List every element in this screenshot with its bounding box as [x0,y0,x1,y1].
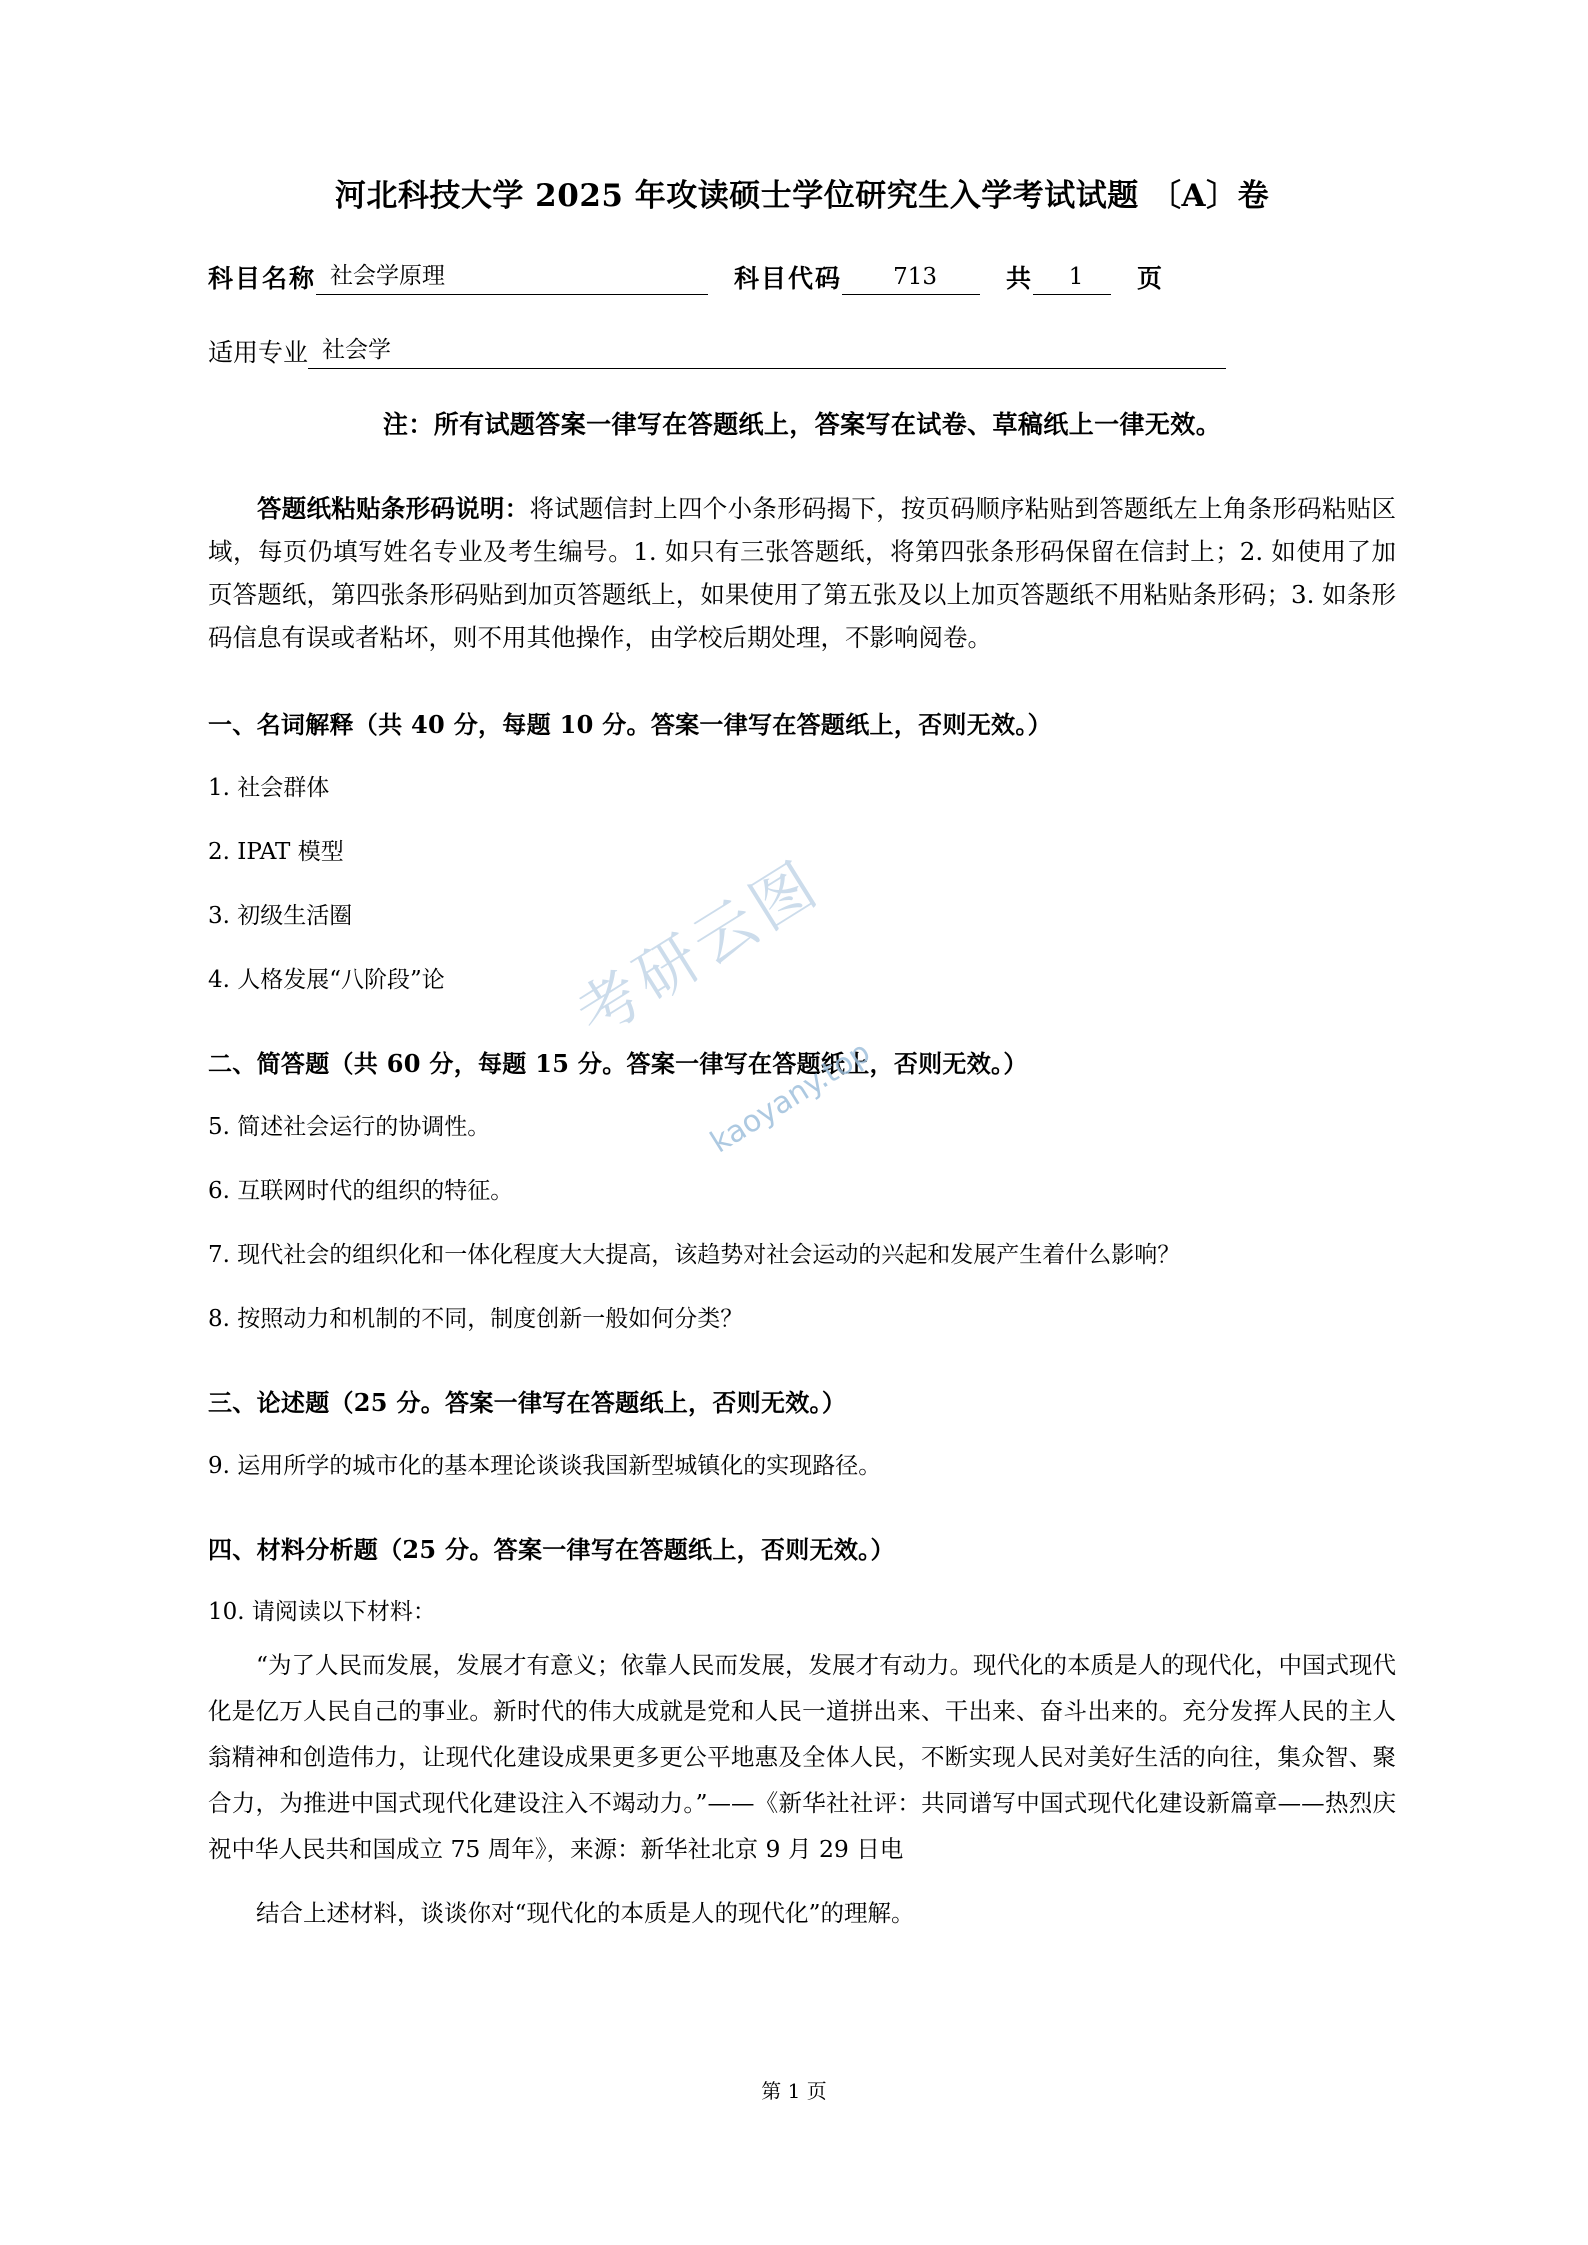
barcode-instructions-body: 将试题信封上四个小条形码揭下，按页码顺序粘贴到答题纸左上角条形码粘贴区域，每页仍填写姓名专业及考生编号。1. 如只有三张答题纸，将第四张条形码保留在信封上；2. 如使用了加页答题纸，第四张条形码贴到加页答题纸上，如果使用了第五张及以上加页答题纸不用粘贴条形码；3. 如条形码信息有误或者粘坏，则不用其他操作，由学校后期处理，不影响阅卷。 [208,494,1397,652]
question-item: 9. 运用所学的城市化的基本理论谈谈我国新型城镇化的实现路径。 [208,1453,882,1479]
barcode-instructions-title: 答题纸粘贴条形码说明： [257,494,530,523]
section-heading-1: 一、名词解释（共 40 分，每题 10 分。答案一律写在答题纸上，否则无效。） [208,710,1052,739]
total-pages-value: 1 [1033,264,1111,295]
question-item: 7. 现代社会的组织化和一体化程度大大提高，该趋势对社会运动的兴起和发展产生着什么影响？ [208,1242,1181,1268]
section-heading-2: 二、简答题（共 60 分，每题 15 分。答案一律写在答题纸上，否则无效。） [208,1049,1028,1078]
code-value: 713 [842,264,980,295]
code-label: 科目代码 [734,264,843,293]
major-value: 社会学 [308,331,1226,369]
question-item: 4. 人格发展“八阶段”论 [208,967,445,993]
section-heading-3: 三、论述题（25 分。答案一律写在答题纸上，否则无效。） [208,1388,847,1417]
question-item: 2. IPAT 模型 [208,839,344,865]
question-item: 10. 请阅读以下材料： [208,1599,436,1625]
question-item: 8. 按照动力和机制的不同，制度创新一般如何分类？ [208,1306,744,1332]
major-label: 适用专业 [208,338,309,367]
page-footer: 第 1 页 [761,2079,827,2103]
section-heading-4: 四、材料分析题（25 分。答案一律写在答题纸上，否则无效。） [208,1535,895,1564]
question-item: 3. 初级生活圈 [208,903,353,929]
page-content [208,0,1396,2245]
meta-row-subject [208,257,1396,295]
page-title: 河北科技大学 2025 年攻读硕士学位研究生入学考试试题 〔A〕卷 [334,178,1270,214]
question-item: 6. 互联网时代的组织的特征。 [208,1178,514,1204]
question-item: 1. 社会群体 [208,775,330,801]
material-text: “为了人民而发展，发展才有意义；依靠人民而发展，发展才有动力。现代化的本质是人的现代化，中国式现代化是亿万人民自己的事业。新时代的伟大成就是党和人民一道拼出来、干出来、奋斗出来的。充分发挥人民的主人翁精神和创造伟力，让现代化建设成果更多更公平地惠及全体人民，不断实现人民对美好生活的向往，集众智、聚合力，为推进中国式现代化建设注入不竭动力。”——《新华社社评：共同谱写中国式现代化建设新篇章——热烈庆祝中华人民共和国成立 75 周年》，来源：新华社北京 9 月 29 日电 [208,1651,1397,1863]
watermark-primary: 考研云图 [563,845,834,1052]
watermark-secondary: kaoyany.top [704,1034,877,1161]
meta-row-major [208,331,1396,369]
barcode-instructions [208,487,1396,659]
subject-label: 科目名称 [208,264,317,293]
pages-unit-label: 页 [1137,264,1165,293]
question-item: 5. 简述社会运行的协调性。 [208,1114,491,1140]
total-label: 共 [1006,264,1034,293]
subject-value: 社会学原理 [316,257,708,295]
exam-notice: 注：所有试题答案一律写在答题纸上，答案写在试卷、草稿纸上一律无效。 [382,410,1222,439]
material-question: 结合上述材料，谈谈你对“现代化的本质是人的现代化”的理解。 [256,1899,915,1927]
